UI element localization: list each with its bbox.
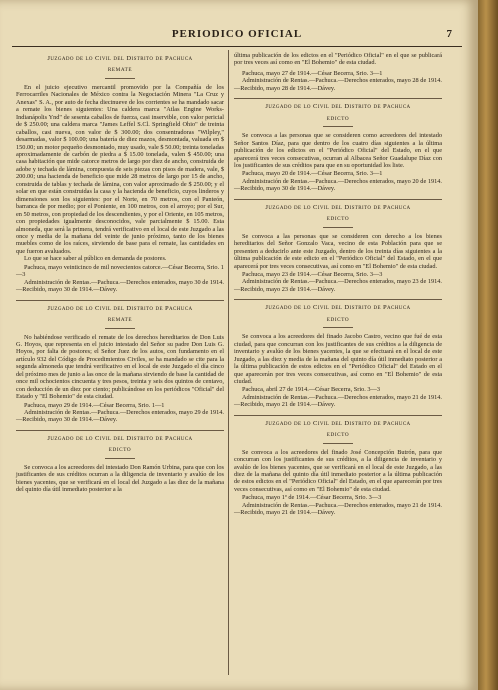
notice-administration: Administración de Rentas.—Pachuca.—Derechos enterados, mayo 29 de 1914.—Recibido, mayo 30 de 1914.—Dávey. [16, 409, 224, 424]
continuation-text: última publicación de los edictos en el "Periódico Oficial" en el que se publicará por tres veces así como en "El Bohemio" de esta ciudad. [234, 52, 442, 67]
notice-body: Se convoca a los acreedores del finado Jacobo Castro, vecino que fué de esta ciudad, para que concurran con los justificantes de sus créditos a la diligencia de inventario y avalúo de los bienes yacentes, la que se efectuará en el local de este Juzgado, a las diez y media de la mañana del quinto día útil inmediato posterior a la última publicación de estos edictos en el "Periódico Oficial" del Estado en el que aparecerán por tres veces consecutivas, así como en "El Bohemio" de esta ciudad. [234, 333, 442, 385]
notice-body: Se convoca a las personas que se consideren como acreedores del intestado Señor Santos Díaz, para que dentro de los cuatro días siguientes a la última publicación de los edictos en el "Periódico Oficial" del Estado, en el que aparecerá tres veces consecutivas, ocurran al Albacea Señor Guadalupe Díaz con los justificantes de sus créditos para que en su oportunidad los liste. [234, 132, 442, 169]
page-header [12, 28, 462, 44]
notice-continuation [234, 52, 442, 92]
notice-administration: Administración de Rentas.—Pachuca.—Derechos enterados, mayo 30 de 1914.—Recibido, mayo 30 de 1914.—Dávey. [16, 278, 224, 294]
left-column [16, 52, 224, 500]
notice-separator [16, 430, 224, 431]
notice-signer: Pachuca, mayo 1º de 1914.—César Becerra, Srio. 3—3 [242, 494, 382, 502]
notice-edicto-urbina [16, 435, 224, 494]
notice-separator [234, 199, 442, 200]
notice-closing: Lo que se hace saber al público en demanda de postores. [24, 255, 167, 263]
notice-heading: Juzgado de lo Civil del Distrito de Pachuca [47, 434, 193, 442]
book-page-edge [478, 0, 498, 690]
notice-subheading: EDICTO [234, 216, 442, 227]
notice-edicto-vaca [234, 204, 442, 294]
notice-administration: Administración de Rentas.—Pachuca.—Derechos enterados, mayo 23 de 1914.—Recibido, mayo 23 de 1914.—Dávey. [234, 278, 442, 293]
notice-administration: Administración de Rentas.—Pachuca.—Derechos enterados, mayo 21 de 1914.—Recibido, mayo 21 de 1914.—Dávey. [234, 393, 442, 409]
notice-heading: Juzgado de lo Civil del Distrito de Pachuca [47, 304, 193, 312]
notice-administration: Administración de Rentas.—Pachuca.—Derechos enterados, mayo 20 de 1914.—Recibido, mayo 30 de 1914.—Dávey. [234, 177, 442, 193]
notice-separator [234, 98, 442, 99]
notice-subheading: EDICTO [234, 317, 442, 328]
notice-edicto-diaz [234, 103, 442, 193]
header-rule [12, 46, 462, 47]
right-column [234, 52, 442, 523]
notice-body: Se convoca a los acreedores del finado José Concepción Butrón, para que concurran con los justificantes de sus créditos, a la diligencia de inventario y avalúo de los bienes yacentes, que se verificará en el local de este Juzgado, a las diez de la mañana del quinto día útil inmediato posterior a la última publicación de estos edictos en el "Periódico Oficial" del Estado, en el que aparecerán por tres veces consecutivas, así como en "El Bohemio" de esta ciudad. [234, 448, 442, 493]
column-divider [228, 50, 229, 675]
notice-edicto-butron [234, 420, 442, 517]
notice-subheading: EDICTO [16, 447, 224, 458]
notice-signer: Pachuca, mayo 20 de 1914.—César Becerra, Srio. 3—1 [242, 170, 383, 178]
notice-subheading: EDICTO [234, 116, 442, 127]
notice-heading: Juzgado de lo Civil del Distrito de Pachuca [265, 419, 411, 427]
notice-heading: Juzgado de lo Civil del Distrito de Pachuca [47, 55, 193, 62]
notice-administration: Administración de Rentas.—Pachuca.—Derechos enterados, mayo 21 de 1914.—Recibido, mayo 21 de 1914.—Dávey. [234, 501, 442, 517]
notice-subheading: REMATE [16, 317, 224, 328]
notice-subheading: EDICTO [234, 432, 442, 443]
notice-body: Se convoca a los acreedores del intestado Don Ramón Urbina, para que con los justificantes de sus créditos ocurran a la diligencia de inventario y avalúo de los bienes yacentes, que se verificará en el local del Juzgado a las diez de la mañana del quinto día útil inmediato posterior a la [16, 463, 224, 494]
notice-signer: Pachuca, mayo veinticinco de mil novecientos catorce.—César Becerra, Srio. 1—3 [16, 263, 224, 279]
notice-remate-hoyos [16, 305, 224, 424]
notice-body: No habiéndose verificado el remate de los derechos hereditarios de Don Luis G. Hoyos, que representa en el juicio intestado del Señor su padre Don Luis G. Hoyos, por falta de postores; el Señor Juez de los autos, con fundamento en el artículo 932 del Código de Procedimientos Civiles, se ha mandado se cite para la segunda almoneda que tendrá verificativo en el local de este Juzgado el día cinco del próximo mes de junio a las once de la mañana sirviendo de base la cantidad de once mil ochocientos cincuenta y tres pesos, treinta y seis dos quintos de centavo, con deducción de un diez por ciento; publicándose en los periódicos "Oficial" del Estado y "El Bohemio" de esta ciudad. [16, 333, 224, 401]
notice-signer: Pachuca, abril 27 de 1914.—César Becerra, Srio. 3—3 [242, 386, 380, 394]
notice-signer: Pachuca, mayo 29 de 1914.—César Becerra, Srio. 1—1 [24, 401, 165, 409]
newspaper-title: PERIODICO OFICIAL [171, 28, 303, 40]
notice-body: Se convoca a las personas que se consideren con derecho a los bienes hereditarios del Señor Gonzalo Vaca, vecino de esta Población para que se presenten a deducirlo ante este Juzgado, dentro de los treinta días siguientes a la última publicación de este edicto en el "Periódico Oficial" del Estado, en el que aparecerá por tres veces consecutivas, así como en "El Bohemio" de esta ciudad. [234, 232, 442, 270]
notice-separator [234, 415, 442, 416]
page-number: 7 [446, 28, 452, 40]
notice-heading: Juzgado de lo Civil del Distrito de Pachuca [265, 203, 411, 211]
notice-edicto-castro [234, 304, 442, 408]
notice-heading: Juzgado de lo Civil del Distrito de Pachuca [265, 103, 411, 111]
notice-administration: Administración de Rentas.—Pachuca.—Derechos enterados, mayo 28 de 1914.—Recibido, mayo 28 de 1914.—Dávey. [234, 77, 442, 92]
notice-body: En el juicio ejecutivo mercantil promovido por la Compañía de los Ferrocarriles Nacionales de México contra la Negociación Minera "La Cruz y Anexas" S. A., por auto de fecha diecinueve de los corrientes se ha mandado sacar a remate los bienes siguientes: Una caldera marca "Atlas Engine Works-Indianápolis Ynd" de sesenta caballos de fuerza, casi inservible, con valor pericial de $ 250.00; una caldera marca "James Leffel S.Cl. Springfield Ohio" de treinta caballos, casi nueva, con valor de $ 300.00; dos consentradoras "Wilpley," desarmadas, valor $ 100.00; una batería de diez mazos, desmontada, valuada en $ 150.00; un motor pequeño desmontado, muy usado, vale $ 50.00; treinta toneladas aproximadamente de carbón de piedra a $ 15.00 tonelada, valen $ 450.00; una casa habitación que mide catorce metros de largo por diez de ancho, construida de adobe y techada de lámina, compuesta de seis piezas con pisos de madera, vale, $ 200.00; una hacienda de beneficio que mide 28 metros de largo por 15 de ancho, construida de tablas y techada de lámina, con valor aproximado de $ 250.00; y el solar en que están construidas la casa y la hacienda de beneficio, cuyos linderos y dimensiones son los siguientes: por el Norte, en 70 metros, con el Panteón, barranca de por medio; por el Poniente, en 100 metros, con el arroyo; por el Sur, en 50 metros, con propiedad de los descendientes, y por el Oriente, en 105 metros, con propiedades igualmente desconocidos, vale parcialmente $ 15.00. Esta almoneda, que será la primera, tendrá verificativo en el local de este Juzgado a las once y media de la mañana del veinte de junio próximo, tanto de los bienes muebles como de los raíces, sirviendo de base para el remate, las cantidades en que fueron avaluados. [16, 83, 224, 255]
notice-signer: Pachuca, mayo 23 de 1914.—César Becerra, Srio. 3—3 [242, 270, 383, 278]
notice-separator [16, 300, 224, 301]
notice-signer: Pachuca, mayo 27 de 1914.—César Becerra, Srio. 3—1 [242, 69, 383, 77]
notice-subheading: REMATE [16, 67, 224, 78]
notice-heading: Juzgado de lo Civil del Distrito de Pachuca [265, 304, 411, 312]
notice-separator [234, 299, 442, 300]
notice-remate-cruz [16, 55, 224, 294]
